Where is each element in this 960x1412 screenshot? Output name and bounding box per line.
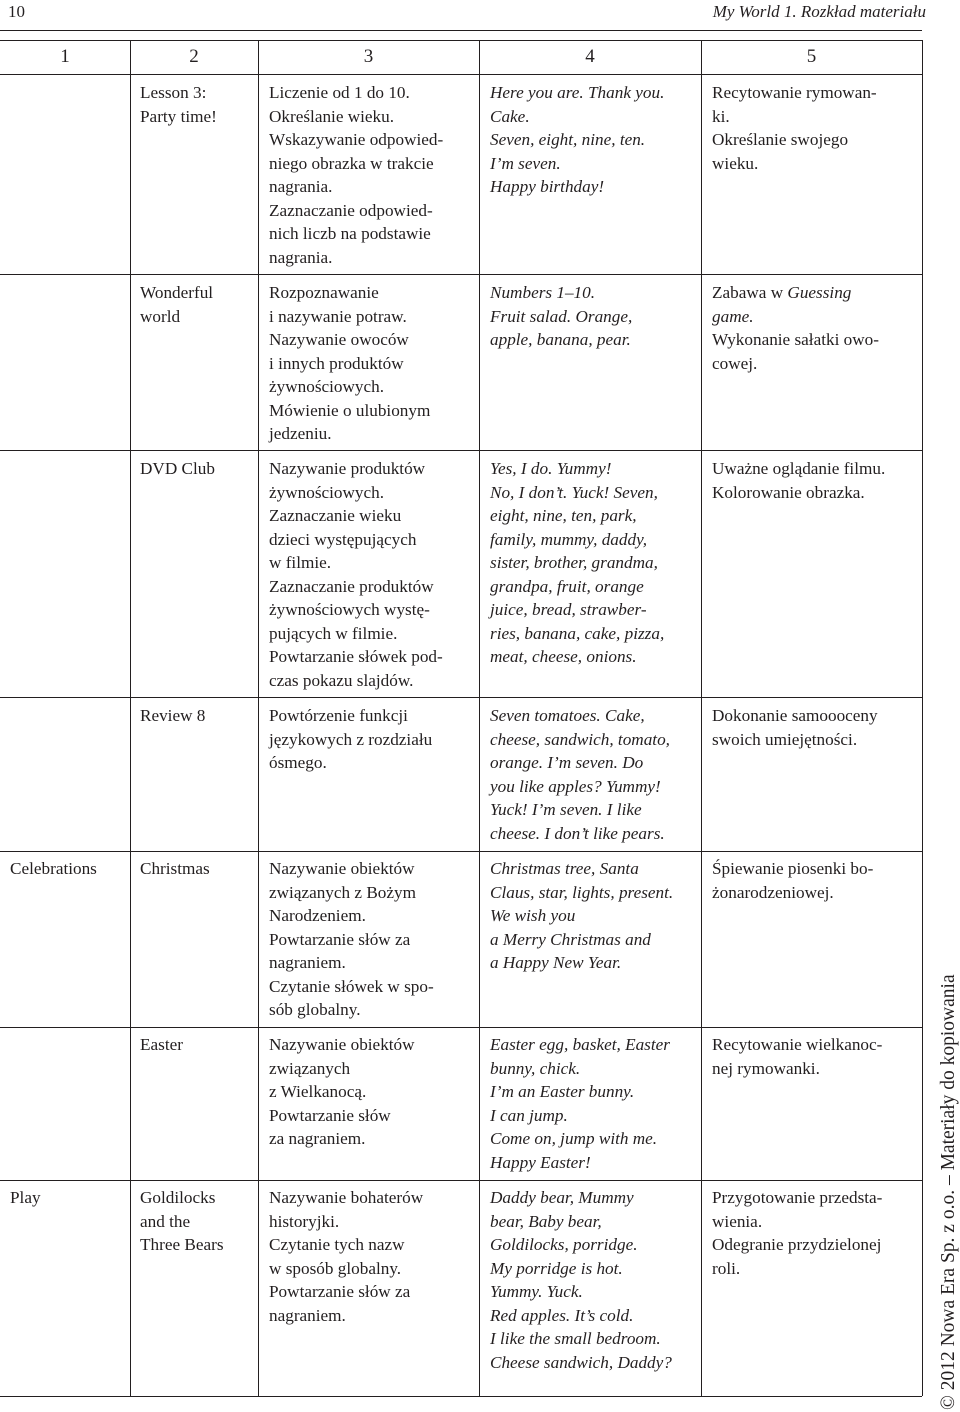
activities-cell: [712, 857, 873, 904]
language-line: bunny, chick.: [490, 1058, 581, 1078]
language-line: I’m seven.: [490, 153, 561, 173]
language-line: Yes, I do. Yummy!: [490, 459, 612, 478]
objective-line: nich liczb na podstawie: [269, 224, 431, 243]
unit-line: and the: [140, 1211, 191, 1231]
activity-line: Wykonanie sałatki owo-: [712, 330, 879, 349]
column-divider: [922, 40, 923, 1396]
language-line: Happy Easter!: [490, 1152, 591, 1172]
activities-cell: [712, 1186, 882, 1280]
objective-line: Mówienie o ulubionym: [269, 400, 431, 420]
activity-line: ki.: [712, 106, 730, 126]
language-line: Happy birthday!: [490, 177, 605, 196]
column-divider: [130, 40, 131, 1396]
objective-line: Rozpoznawanie: [269, 283, 379, 302]
language-line: grandpa, fruit, orange: [490, 576, 644, 596]
language-line: sister, brother, grandma,: [490, 553, 658, 572]
objective-line: Nazywanie owoców: [269, 330, 409, 349]
language-cell: [490, 81, 664, 199]
objective-line: Zaznaczanie odpowied-: [269, 200, 433, 220]
language-cell: [490, 1033, 670, 1174]
running-title: My World 1. Rozkład materiału: [712, 2, 926, 21]
activity-line: żonarodzeniowej.: [712, 882, 834, 902]
activity-game-name: game.: [712, 306, 754, 326]
activity-line: wienia.: [712, 1211, 763, 1231]
unit-line: Review 8: [140, 706, 206, 725]
language-line: meat, cheese, onions.: [490, 647, 637, 666]
language-cell: [490, 457, 664, 669]
activity-line: Śpiewanie piosenki bo-: [712, 859, 874, 878]
row-rule: [0, 697, 922, 698]
unit-line: Lesson 3:: [140, 83, 207, 102]
objective-line: nagrania.: [269, 247, 333, 267]
language-cell: [490, 857, 673, 975]
objective-line: żywnościowych wystę-: [269, 600, 430, 619]
objective-line: językowych z rozdziału: [269, 729, 433, 749]
objective-line: nagraniem.: [269, 1305, 346, 1325]
objective-line: Określanie wieku.: [269, 106, 395, 126]
language-cell: [490, 704, 670, 845]
row-rule: [0, 1027, 922, 1028]
activity-line: swoich umiejętności.: [712, 729, 858, 749]
language-line: bear, Baby bear,: [490, 1211, 602, 1231]
objectives-cell: [269, 857, 434, 1022]
language-line: you like apples? Yummy!: [490, 776, 661, 796]
header-rule: [0, 30, 922, 31]
activity-line: Recytowanie wielkanoc-: [712, 1035, 883, 1054]
language-line: cheese, sandwich, tomato,: [490, 729, 670, 749]
unit-line: Goldilocks: [140, 1188, 216, 1207]
activities-cell: [712, 704, 878, 751]
objective-line: i innych produktów: [269, 353, 404, 373]
language-line: Christmas tree, Santa: [490, 859, 639, 878]
table-bottom-rule: [0, 1396, 922, 1397]
objective-line: w filmie.: [269, 553, 332, 572]
language-line: Easter egg, basket, Easter: [490, 1035, 670, 1054]
language-line: a Happy New Year.: [490, 953, 622, 972]
activities-cell: [712, 457, 885, 504]
column-divider: [701, 40, 702, 1396]
column-header-2: 2: [189, 46, 199, 67]
unit-cell: [140, 1186, 224, 1257]
module-cell: [10, 857, 97, 881]
objective-line: historyjki.: [269, 1211, 340, 1231]
objectives-cell: [269, 1033, 415, 1151]
activity-line: Odegranie przydzielonej: [712, 1235, 882, 1254]
language-line: family, mummy, daddy,: [490, 529, 648, 549]
language-cell: [490, 281, 632, 352]
unit-line: Three Bears: [140, 1235, 224, 1254]
column-header-4: 4: [585, 46, 595, 67]
objective-line: Nazywanie obiektów: [269, 859, 415, 878]
activity-line: Uważne oglądanie filmu.: [712, 459, 886, 478]
objective-line: i nazywanie potraw.: [269, 306, 407, 326]
language-line: Goldilocks, porridge.: [490, 1235, 638, 1254]
table-top-rule: [0, 40, 922, 41]
objective-line: ósmego.: [269, 753, 327, 772]
objective-line: Powtarzanie słówek pod-: [269, 647, 443, 666]
table-header-rule: [0, 74, 922, 75]
objective-line: Nazywanie bohaterów: [269, 1188, 424, 1207]
objective-line: Liczenie od 1 do 10.: [269, 83, 410, 102]
objective-line: Czytanie tych nazw: [269, 1235, 405, 1254]
language-line: Come on, jump with me.: [490, 1129, 658, 1148]
unit-cell: [140, 704, 205, 728]
activities-cell: [712, 81, 877, 175]
module-line: Celebrations: [10, 859, 97, 878]
column-divider: [479, 40, 480, 1396]
column-header-3: 3: [363, 46, 374, 67]
language-line: eight, nine, ten, park,: [490, 506, 637, 525]
objective-line: Powtarzanie słów: [269, 1105, 391, 1125]
objective-line: czas pokazu slajdów.: [269, 670, 414, 690]
unit-line: Wonderful: [140, 283, 214, 302]
module-cell: [10, 1186, 41, 1210]
unit-line: Easter: [140, 1035, 183, 1054]
language-cell: [490, 1186, 672, 1374]
column-header-1: 1: [60, 46, 70, 67]
language-line: Seven, eight, nine, ten.: [490, 130, 646, 149]
objectives-cell: [269, 704, 432, 775]
language-line: Red apples. It’s cold.: [490, 1305, 634, 1325]
objective-line: Powtórzenie funkcji: [269, 706, 408, 725]
objective-line: Zaznaczanie wieku: [269, 506, 402, 525]
module-line: Play: [10, 1188, 41, 1207]
unit-line: Christmas: [140, 859, 210, 878]
language-line: I can jump.: [490, 1105, 568, 1125]
activity-line: roli.: [712, 1258, 741, 1278]
unit-line: Party time!: [140, 106, 217, 126]
activities-cell: [712, 281, 879, 375]
objective-line: Nazywanie produktów: [269, 459, 426, 478]
row-rule: [0, 450, 922, 451]
language-line: I like the small bedroom.: [490, 1329, 661, 1348]
unit-cell: [140, 457, 215, 481]
objective-line: Powtarzanie słów za: [269, 1282, 411, 1301]
language-line: Fruit salad. Orange,: [490, 306, 633, 326]
activity-game-name: Guessing: [787, 283, 852, 302]
row-rule: [0, 274, 922, 275]
unit-line: world: [140, 306, 181, 326]
language-line: Daddy bear, Mummy: [490, 1188, 634, 1207]
objective-line: sób globalny.: [269, 1000, 361, 1019]
objective-line: pujących w filmie.: [269, 623, 398, 643]
objective-line: żywnościowych.: [269, 377, 385, 396]
activity-line: wieku.: [712, 153, 759, 173]
unit-cell: [140, 1033, 183, 1057]
objectives-cell: [269, 81, 443, 269]
activity-text: Zabawa w: [712, 283, 788, 302]
unit-cell: [140, 281, 213, 328]
objective-line: Czytanie słówek w spo-: [269, 976, 434, 996]
activity-line: cowej.: [712, 353, 758, 373]
language-line: My porridge is hot.: [490, 1258, 623, 1278]
activity-line: nej rymowanki.: [712, 1058, 820, 1078]
activity-line: Dokonanie samoooceny: [712, 706, 878, 725]
language-line: juice, bread, strawber-: [490, 600, 647, 619]
language-line: apple, banana, pear.: [490, 330, 631, 349]
objective-line: z Wielkanocą.: [269, 1082, 367, 1101]
objective-line: Nazywanie obiektów: [269, 1035, 415, 1054]
activity-line: [712, 281, 879, 305]
activity-line: Określanie swojego: [712, 130, 849, 149]
objective-line: Narodzeniem.: [269, 906, 366, 925]
page-number: 10: [8, 2, 25, 21]
objective-line: dzieci występujących: [269, 529, 417, 549]
language-line: a Merry Christmas and: [490, 929, 651, 949]
objective-line: żywnościowych.: [269, 482, 385, 502]
objective-line: w sposób globalny.: [269, 1258, 402, 1278]
objective-line: jedzeniu.: [269, 424, 332, 443]
activities-cell: [712, 1033, 882, 1080]
objective-line: niego obrazka w trakcie: [269, 153, 434, 173]
objectives-cell: [269, 281, 430, 446]
objective-line: Powtarzanie słów za: [269, 929, 411, 949]
column-divider: [258, 40, 259, 1396]
row-rule: [0, 851, 922, 852]
language-line: I’m an Easter bunny.: [490, 1082, 635, 1101]
objective-line: związanych z Bożym: [269, 882, 416, 902]
objective-line: nagrania.: [269, 177, 333, 196]
objective-line: Wskazywanie odpowied-: [269, 130, 444, 149]
objective-line: nagraniem.: [269, 953, 346, 972]
language-line: We wish you: [490, 906, 576, 925]
language-line: Cheese sandwich, Daddy?: [490, 1352, 672, 1372]
language-line: No, I don’t. Yuck! Seven,: [490, 482, 658, 502]
unit-cell: [140, 857, 210, 881]
copyright-side-note: © 2012 Nowa Era Sp. z o.o. – Materiały do kopiowania: [938, 974, 959, 1410]
objective-line: związanych: [269, 1058, 351, 1078]
language-line: orange. I’m seven. Do: [490, 753, 644, 772]
activity-line: Recytowanie rymowan-: [712, 83, 877, 102]
language-line: Numbers 1–10.: [490, 283, 596, 302]
row-rule: [0, 1180, 922, 1181]
language-line: Yummy. Yuck.: [490, 1282, 583, 1301]
objectives-cell: [269, 1186, 423, 1327]
objectives-cell: [269, 457, 443, 692]
language-line: Claus, star, lights, present.: [490, 882, 674, 902]
language-line: Cake.: [490, 106, 530, 126]
column-header-5: 5: [806, 46, 817, 67]
language-line: ries, banana, cake, pizza,: [490, 623, 665, 643]
language-line: Seven tomatoes. Cake,: [490, 706, 645, 725]
activity-line: Kolorowanie obrazka.: [712, 482, 865, 502]
objective-line: Zaznaczanie produktów: [269, 576, 434, 596]
objective-line: za nagraniem.: [269, 1129, 366, 1148]
unit-cell: [140, 81, 217, 128]
unit-line: DVD Club: [140, 459, 215, 478]
language-line: Here you are. Thank you.: [490, 83, 665, 102]
language-line: Yuck! I’m seven. I like: [490, 800, 642, 819]
language-line: cheese. I don’t like pears.: [490, 823, 665, 843]
activity-line: Przygotowanie przedsta-: [712, 1188, 883, 1207]
